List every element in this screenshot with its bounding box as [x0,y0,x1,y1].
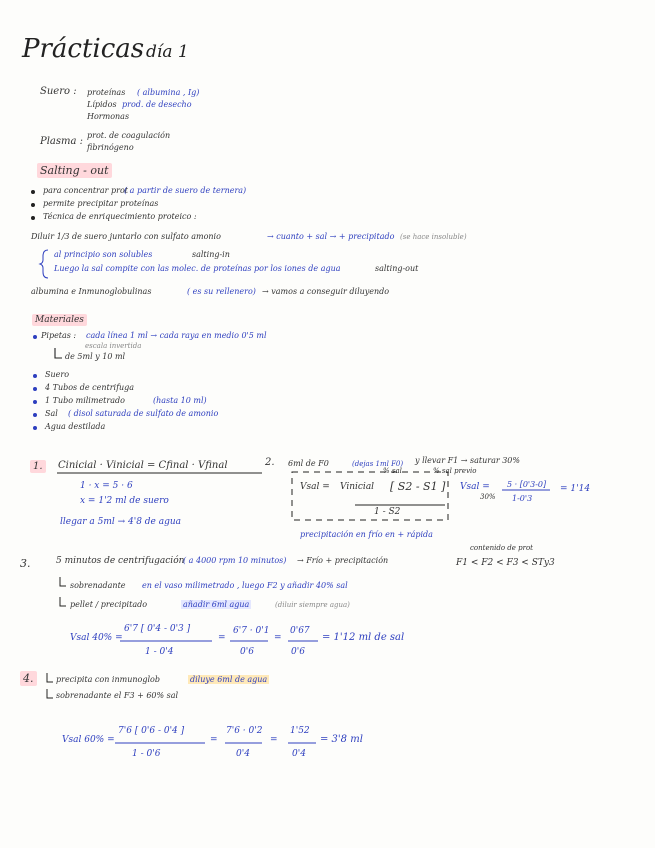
dilute-result: → cuanto + sal → + precipitado [267,232,395,241]
calc3-sub2-note: añadir 6ml agua [183,600,250,609]
brace-line-1: al principio son solubles [54,250,153,259]
plasma-item: prot. de coagulación [87,131,171,140]
calc2-formula-left: Vsal = [300,482,330,492]
suero-item: proteínas [87,88,126,97]
material-note: ( disol saturada de sulfato de amonio [68,409,219,418]
bullet-dot [33,413,37,417]
calc2-result-value: = 1'14 [560,484,591,494]
salting-bullet: para concentrar prot [43,186,128,195]
calc2-header-target: y llevar F1 → saturar 30% [415,456,520,465]
albumin-arrow: → vamos a conseguir diluyendo [262,287,390,296]
calc1-step: llegar a 5ml → 4'8 de agua [60,517,182,527]
bullet-dot [31,216,35,220]
calc4-f1-num: 7'6 [ 0'6 - 0'4 ] [118,726,185,736]
calc2-result-num: 5 · [0'3-0] [507,480,547,489]
calc3-f2-den: 0'6 [240,647,254,657]
material-item: 4 Tubos de centrifuga [45,383,135,392]
bullet-dot [33,387,37,391]
calc1-number: 1. [30,460,46,473]
material-note: (hasta 10 ml) [153,396,207,405]
calc3-result: = 1'12 ml de sal [322,632,405,643]
pipetas-sizes: de 5ml y 10 ml [65,352,126,361]
calc4-line1-note: diluye 6ml de agua [190,675,268,684]
calc4-f1-den: 1 - 0'6 [132,749,161,759]
brace-line-2: Luego la sal compite con las molec. de proteínas por los iones de agua [54,264,341,273]
material-item: Sal [45,409,58,418]
material-item: Suero [45,370,70,379]
calc2-denominator: 1 - S2 [374,507,401,517]
albumin-text: albumina e Inmunoglobulinas [31,287,152,296]
calc3-f1-num: 6'7 [ 0'4 - 0'3 ] [124,624,191,634]
dilute-note: (se hace insoluble) [400,233,467,241]
calc3-arrow: → Frío + precipitación [297,556,389,565]
salting-out-label: salting-out [375,264,419,273]
calc2-number: 2. [265,457,275,468]
material-item: Agua destilada [45,422,106,431]
pipetas-label: Pipetas : [41,331,77,340]
dilute-text: Diluir 1/3 de suero juntarlo con sulfato amonio [31,232,221,241]
equals-sign: = [210,735,218,745]
bullet-dot [31,190,35,194]
calc4-line2: sobrenadante el F3 + 60% sal [56,691,179,700]
plasma-item: fibrinógeno [87,143,134,152]
calc3-f3-num: 0'67 [290,626,310,636]
salting-heading: Salting - out [37,163,112,178]
calc2-footer: precipitación en frío en + rápida [300,530,433,539]
material-item: 1 Tubo milimetrado [45,396,125,405]
equals-sign: = [218,633,226,643]
calc4-f2-den: 0'4 [236,749,250,759]
calc3-main: 5 minutos de centrifugación [56,556,185,566]
calc2-result-den: 1-0'3 [512,494,533,503]
calc3-number: 3. [20,557,31,570]
pipetas-sub: escala invertida [85,342,142,350]
calc3-inequality: F1 < F2 < F3 < STy3 [456,558,555,568]
suero-label: Suero : [40,86,77,97]
calc3-contenido: contenido de prot [470,544,533,552]
salting-bullet: Técnica de enriquecimiento proteico : [43,212,197,221]
calc2-result-label: Vsal = [460,482,490,492]
calc1-equation: Cinicial · Vinicial = Cfinal · Vfinal [58,460,228,471]
calc2-vinicial: Vinicial [340,482,375,492]
albumin-note: ( es su rellenero) [187,287,256,296]
calc2-header: 6ml de F0 [288,459,329,468]
calc3-sub2-aside: (diluir siempre agua) [275,601,350,609]
calc3-vlabel: Vsal 40% = [70,633,123,643]
calc4-result: = 3'8 ml [320,734,363,745]
salting-in-label: salting-in [192,250,230,259]
calc3-paren: ( a 4000 rpm 10 minutos) [183,556,287,565]
calc2-result-pct: 30% [480,493,496,501]
suero-item: Lípidos [87,100,117,109]
suero-item: prod. de desecho [122,100,192,109]
calc4-number: 4. [20,671,37,686]
calc4-vlabel: Vsal 60% = [62,735,115,745]
page-title: Prácticas [22,34,145,64]
bullet-dot [33,335,37,339]
calc3-f1-den: 1 - 0'4 [145,647,174,657]
equals-sign: = [270,735,278,745]
plasma-label: Plasma : [40,136,84,147]
materiales-heading: Materiales [32,314,87,326]
calc3-sub2: pellet / precipitado [70,600,148,609]
calc2-numerator: [ S2 - S1 ] [390,480,446,493]
calc4-f2-num: 7'6 · 0'2 [226,726,263,736]
salting-bullet-note: ( a partir de suero de ternera) [124,186,247,195]
calc3-sub1-note: en el vaso milimetrado , luego F2 y añadir 40% sal [142,581,348,590]
bullet-dot [33,374,37,378]
bullet-dot [31,203,35,207]
calc3-f3-den: 0'6 [291,647,305,657]
suero-item: ( albumina , Ig) [137,88,200,97]
equals-sign: = [274,633,282,643]
day-label: día 1 [146,42,189,62]
calc1-step: x = 1'2 ml de suero [80,496,169,506]
calc4-f3-den: 0'4 [292,749,306,759]
calc1-step: 1 · x = 5 · 6 [80,481,133,491]
calc2-note: % sal [383,467,402,475]
calc3-sub1: sobrenadante [70,581,126,590]
calc3-f2-num: 6'7 · 0'1 [233,626,270,636]
bullet-dot [33,400,37,404]
suero-item: Hormonas [87,112,130,121]
pipetas-text: cada línea 1 ml → cada raya en medio 0'5 ml [86,331,267,340]
calc2-note: % sal previo [433,467,477,475]
calc4-line1: precipita con inmunoglob [56,675,160,684]
calc4-f3-num: 1'52 [290,726,310,736]
calc2-header-note: (dejas 1ml F0) [352,460,404,468]
salting-bullet: permite precipitar proteínas [43,199,159,208]
bullet-dot [33,426,37,430]
